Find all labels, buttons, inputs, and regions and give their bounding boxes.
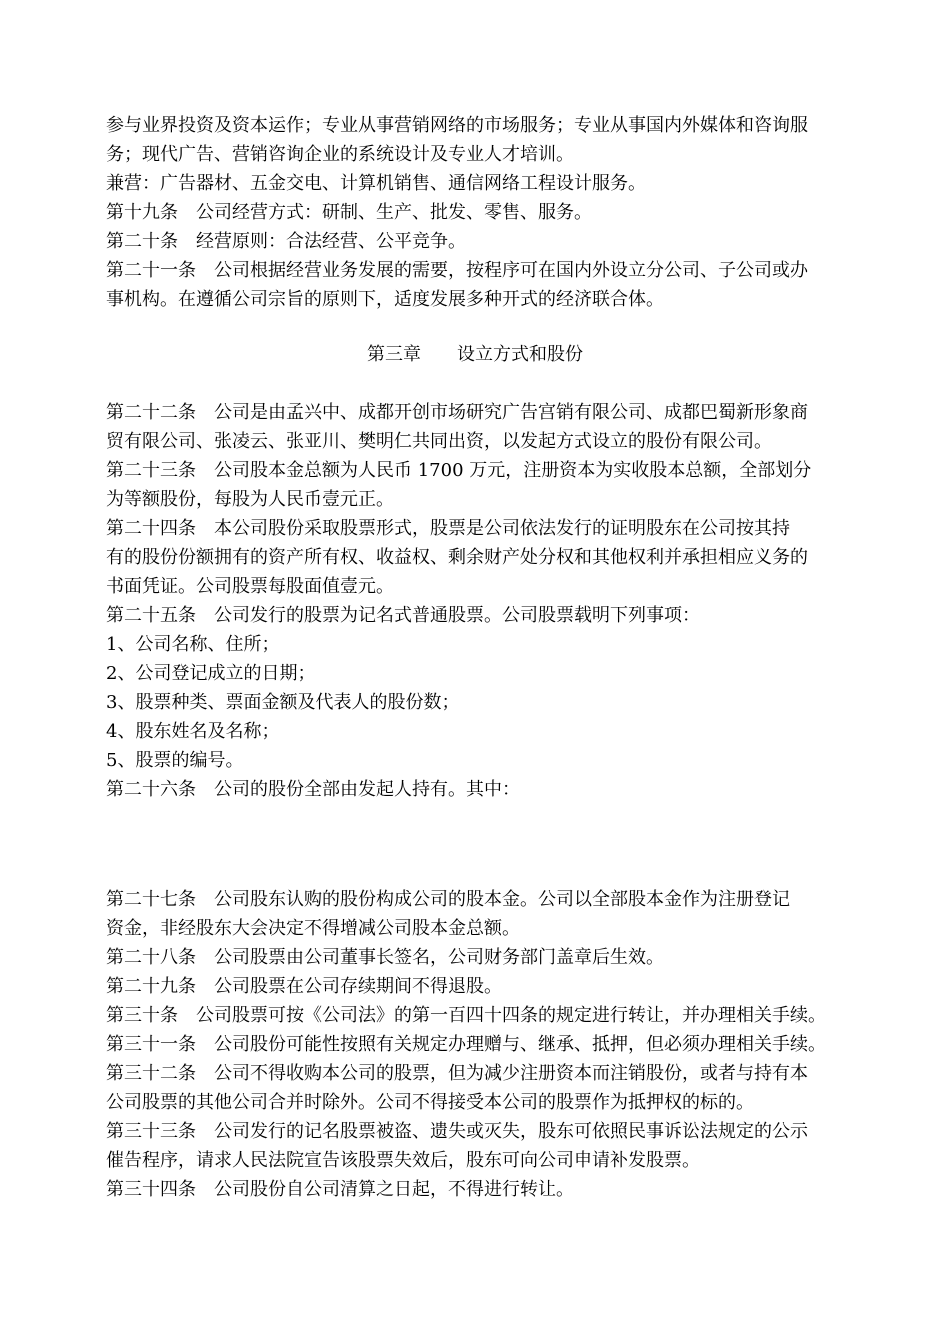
text-line: 第二十三条 公司股本金总额为人民币 1700 万元，注册资本为实收股本总额，全部划分: [106, 460, 812, 481]
text-line: 务；现代广告、营销咨询企业的系统设计及专业人才培训。: [106, 144, 574, 165]
list-item: 1、公司名称、住所；: [106, 634, 280, 655]
text-line: 参与业界投资及资本运作；专业从事营销网络的市场服务；专业从事国内外媒体和咨询服: [106, 115, 808, 136]
text-line: 书面凭证。公司股票每股面值壹元。: [106, 576, 394, 597]
chapter-heading: 第三章 设立方式和股份: [367, 344, 583, 365]
text-line: 第二十一条 公司根据经营业务发展的需要，按程序可在国内外设立分公司、子公司或办: [106, 260, 808, 281]
text-line: 第二十六条 公司的股份全部由发起人持有。其中：: [106, 779, 520, 800]
text-line: 第二十七条 公司股东认购的股份构成公司的股本金。公司以全部股本金作为注册登记: [106, 889, 790, 910]
text-line: 为等额股份，每股为人民币壹元正。: [106, 489, 394, 510]
text-line: 公司股票的其他公司合并时除外。公司不得接受本公司的股票作为抵押权的标的。: [106, 1092, 754, 1113]
list-item: 3、股票种类、票面金额及代表人的股份数；: [106, 692, 460, 713]
text-line: 第三十条 公司股票可按《公司法》的第一百四十四条的规定进行转让，并办理相关手续。: [106, 1005, 826, 1026]
text-line: 第二十九条 公司股票在公司存续期间不得退股。: [106, 976, 502, 997]
list-item: 5、股票的编号。: [106, 750, 244, 771]
text-line: 贸有限公司、张凌云、张亚川、樊明仁共同出资，以发起方式设立的股份有限公司。: [106, 431, 772, 452]
text-line: 第三十一条 公司股份可能性按照有关规定办理赠与、继承、抵押，但必须办理相关手续。: [106, 1034, 826, 1055]
text-line: 第二十五条 公司发行的股票为记名式普通股票。公司股票载明下列事项：: [106, 605, 700, 626]
text-line: 第三十二条 公司不得收购本公司的股票，但为减少注册资本而注销股份，或者与持有本: [106, 1063, 808, 1084]
text-line: 第十九条 公司经营方式：研制、生产、批发、零售、服务。: [106, 202, 592, 223]
text-line: 资金，非经股东大会决定不得增减公司股本金总额。: [106, 918, 520, 939]
text-line: 第三十三条 公司发行的记名股票被盗、遗失或灭失，股东可依照民事诉讼法规定的公示: [106, 1121, 808, 1142]
list-item: 2、公司登记成立的日期；: [106, 663, 316, 684]
text-line: 第二十八条 公司股票由公司董事长签名，公司财务部门盖章后生效。: [106, 947, 664, 968]
text-line: 兼营：广告器材、五金交电、计算机销售、通信网络工程设计服务。: [106, 173, 646, 194]
text-line: 事机构。在遵循公司宗旨的原则下，适度发展多种开式的经济联合体。: [106, 289, 664, 310]
text-line: 第二十条 经营原则：合法经营、公平竞争。: [106, 231, 466, 252]
text-line: 第二十四条 本公司股份采取股票形式，股票是公司依法发行的证明股东在公司按其持: [106, 518, 790, 539]
text-line: 第三十四条 公司股份自公司清算之日起，不得进行转让。: [106, 1179, 574, 1200]
text-line: 第二十二条 公司是由孟兴中、成都开创市场研究广告宫销有限公司、成都巴蜀新形象商: [106, 402, 808, 423]
text-line: 有的股份份额拥有的资产所有权、收益权、剩余财产处分权和其他权利并承担相应义务的: [106, 547, 808, 568]
list-item: 4、股东姓名及名称；: [106, 721, 280, 742]
text-line: 催告程序，请求人民法院宣告该股票失效后，股东可向公司申请补发股票。: [106, 1150, 700, 1171]
